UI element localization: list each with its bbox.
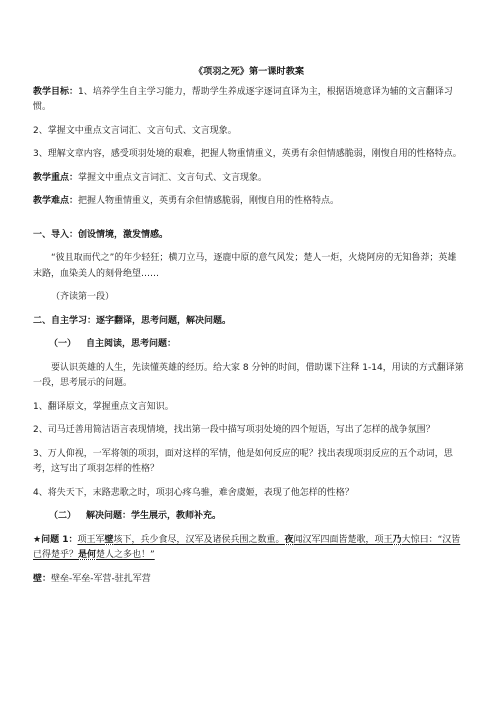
question-4: 4、将失天下，末路悲歌之时，项羽心疼乌骓，难舍虞姬，表现了他怎样的性格？ — [33, 487, 354, 498]
problem-1-text-e: 楚人之多也！” — [96, 550, 155, 560]
question-3: 3、万人仰视，一军将领的项羽，面对这样的军情，他是如何反应的呢？找出表现项羽反应的五个动词，思考，这写出了项羽怎样的性格？ — [33, 448, 453, 474]
problem-1-text-a: 项王军 — [77, 534, 105, 545]
objectives-item-2: 2、掌握文中重点文言词汇、文言句式、文言现象。 — [33, 125, 237, 136]
section-1-heading: 一、导入：创设情境，激发情感。 — [33, 229, 169, 240]
objectives-item-3: 3、理解文章内容，感受项羽处境的艰难，把握人物重情重义，英勇有余但情感脆弱，刚愎自用的性格特点。 — [33, 149, 462, 159]
lesson-plan — [33, 64, 465, 595]
key-points-label: 教学重点： — [33, 172, 79, 183]
intro-quote: “彼且取而代之”的年少轻狂；横刀立马，逐鹿中原的意气风发；楚人一炬，火烧阿房的无知鲁莽；英雄末路，血染美人的刻骨绝望…… — [33, 253, 457, 279]
objectives-item-1 — [33, 85, 465, 116]
question-2: 2、司马迁善用简洁语言表现情境，找出第一段中描写项羽处境的四个短语，写出了怎样的战争氛围？ — [33, 425, 435, 435]
problem-1-text-b: 垓下，兵少食尽，汉军及诸侯兵围之数重。 — [113, 534, 285, 545]
difficult-points — [33, 194, 465, 210]
subsection-2-number: （二） — [49, 511, 77, 521]
key-word-shihe: 是何 — [78, 550, 97, 560]
question-1: 1、翻译原文，掌握重点文言知识。 — [33, 401, 174, 412]
difficult-points-label: 教学难点： — [33, 196, 79, 206]
problem-1-text-c: 闻汉军四面皆楚歌，项王 — [293, 534, 393, 545]
subsection-1-heading — [49, 337, 465, 353]
subsection-1-intro: 要认识英雄的人生，先读懂英雄的经历。给大家 8 分钟的时间，借助课下注释 1-14，用读的方式翻译第一段，思考展示的问题。 — [33, 362, 464, 388]
key-word-ye: 夜 — [284, 534, 294, 545]
subsection-2-heading — [49, 509, 465, 525]
objectives-label: 教学目标： — [33, 86, 79, 97]
document-title: 《项羽之死》第一课时教案 — [193, 66, 305, 77]
subsection-1-title: 自主阅读，思考问题： — [86, 339, 177, 349]
key-word-bi: 壁 — [104, 534, 114, 545]
difficult-points-text: 把握人物重情重义，英勇有余但情感脆弱，刚愎自用的性格特点。 — [78, 196, 340, 206]
problem-1-label: ★问题 1： — [33, 534, 78, 545]
subsection-1-number: （一） — [49, 339, 77, 349]
subsection-2-title: 解决问题：学生展示，教师补充。 — [86, 511, 222, 521]
key-points — [33, 171, 465, 187]
word-note-label: 壁： — [33, 573, 52, 584]
reading-note: （齐读第一段） — [51, 292, 115, 302]
problem-1-text-d: 大惊曰：“汉皆已得楚乎？ — [33, 534, 461, 560]
word-note-text: 壁垒-军垒-军营-驻扎军营 — [51, 573, 151, 584]
key-points-text: 掌握文中重点文言词汇、文言句式、文言现象。 — [78, 172, 268, 183]
section-2-heading: 二、自主学习：逐字翻译，思考问题，解决问题。 — [33, 315, 232, 326]
key-word-nai: 乃 — [392, 534, 402, 545]
problem-1 — [33, 533, 465, 564]
word-note-bi — [33, 572, 465, 588]
objectives-text-1: 1、培养学生自主学习能力，帮助学生养成逐字逐词直译为主，根据语境意译为辅的文言翻译习惯。 — [33, 86, 453, 112]
